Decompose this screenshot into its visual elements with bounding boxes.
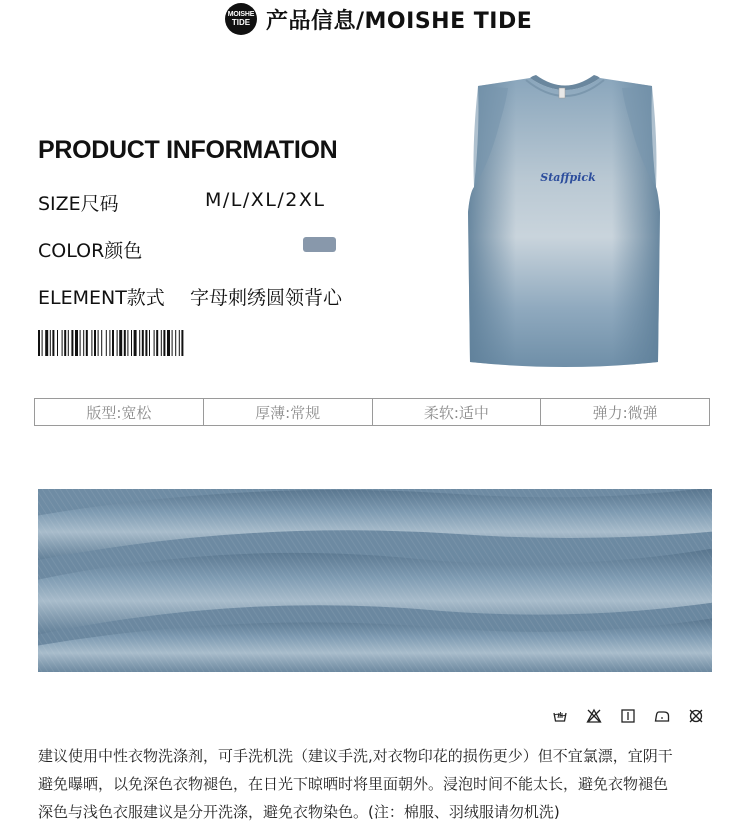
logo-line-2: TIDE — [231, 18, 251, 27]
color-label: COLOR颜色 — [38, 240, 143, 262]
care-icons — [552, 708, 704, 724]
size-label: SIZE尺码 — [38, 193, 119, 215]
brand-logo — [225, 3, 257, 35]
size-value: M/L/XL/2XL — [205, 189, 326, 211]
page-header — [0, 0, 750, 40]
attr-elasticity: 弹力:微弹 — [592, 403, 658, 422]
attr-thickness: 厚薄:常规 — [204, 399, 373, 425]
hand-wash-icon — [552, 708, 568, 724]
no-bleach-icon — [586, 708, 602, 724]
attr-fit: 版型:宽松 — [35, 399, 204, 425]
iron-icon — [654, 708, 670, 724]
page-title: 产品信息/MOISHE TIDE — [266, 9, 533, 34]
attribute-table — [34, 398, 710, 426]
tumble-dry-icon — [620, 708, 636, 724]
product-image-vest — [460, 72, 670, 372]
attr-softness: 柔软:适中 — [373, 399, 542, 425]
care-line: 深色与浅色衣服建议是分开洗涤，避免衣物染色。(注：棉服、羽绒服请勿机洗) — [38, 803, 560, 821]
no-dryclean-icon — [688, 708, 704, 724]
element-value: 字母刺绣圆领背心 — [190, 287, 343, 309]
care-line: 避免曝晒，以免深色衣物褪色，在日光下晾晒时将里面朝外。浸泡时间不能太长，避免衣物褪色 — [38, 775, 669, 793]
care-instructions — [38, 742, 728, 826]
barcode — [38, 330, 258, 356]
product-info-heading: PRODUCT INFORMATION — [38, 136, 338, 164]
color-swatch — [303, 237, 336, 252]
logo-line-1: MOISHE — [227, 11, 255, 18]
fabric-closeup-image — [38, 489, 712, 672]
embroidery-text: Staffpick — [540, 171, 596, 184]
care-line: 建议使用中性衣物洗涤剂，可手洗机洗（建议手洗,对衣物印花的损伤更少）但不宜氯漂，宜阴干 — [38, 747, 673, 765]
element-label: ELEMENT款式 — [38, 287, 165, 309]
